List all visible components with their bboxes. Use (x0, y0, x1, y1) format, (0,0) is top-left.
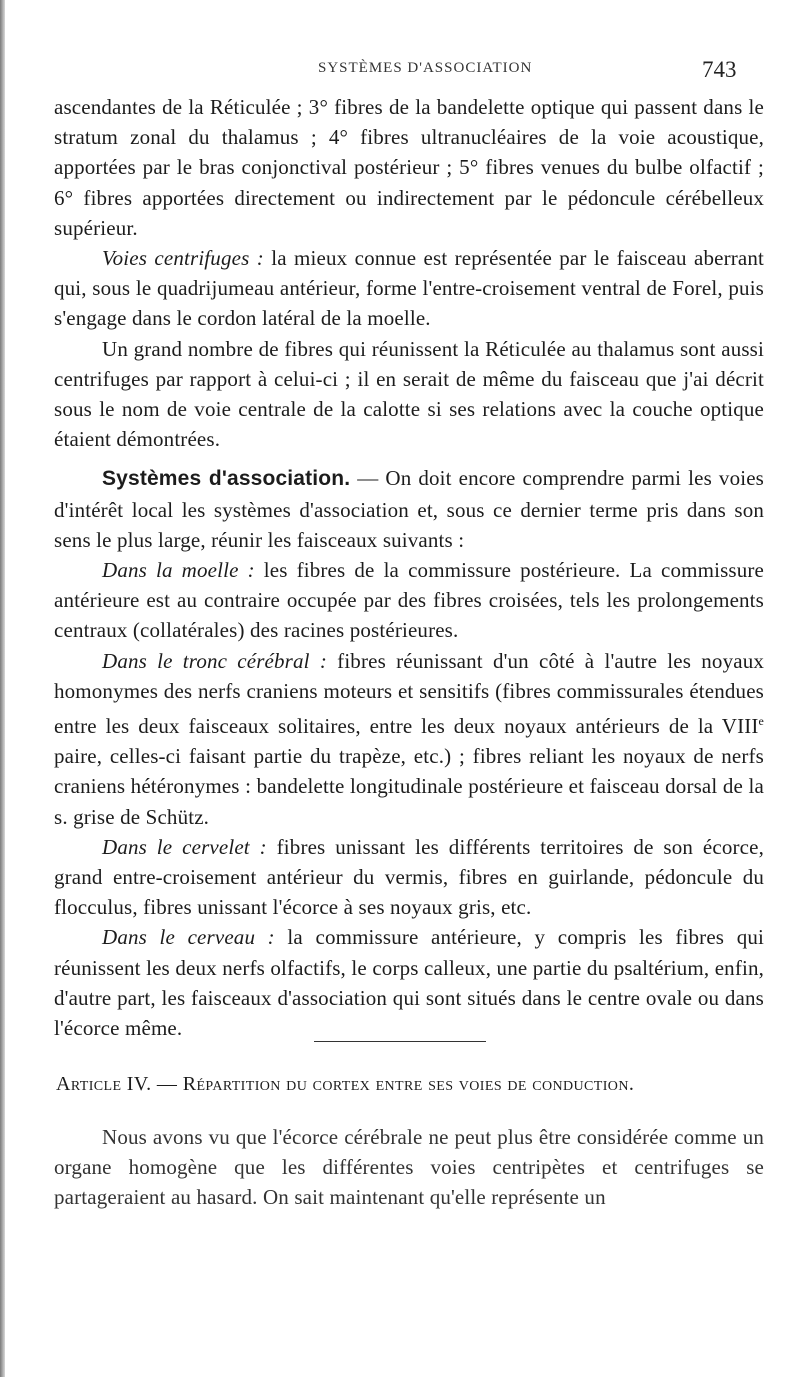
paragraph-text: la commissure antérieure, y compris les fibres qui réunissent les deux nerfs olfactifs, le corps calleux, une partie du psaltérium, enfin, d'autre part, les faisceaux d'association qui sont situés dans le centre ovale ou dans l'écorce même. (54, 925, 764, 1041)
paragraph-cerveau (54, 922, 764, 1043)
paragraph-moelle (54, 555, 764, 646)
superscript: e (758, 714, 764, 729)
paragraph-lead: Dans le cerveau : (102, 925, 275, 950)
paragraph-lead: Dans la moelle : (102, 558, 255, 583)
paragraph-ecorce (54, 1122, 764, 1213)
paragraph-cervelet (54, 832, 764, 923)
paragraph-lead: Voies centrifuges : (102, 246, 264, 271)
paragraph-text: la mieux connue est représentée par le faisceau aberrant qui, sous le quadrijumeau antérieur, forme l'entre-croisement ventral de Forel, puis s'engage dans le cordon latéral de la moelle. (54, 246, 765, 331)
paragraph-text: fibres unissant les différents territoires de son écorce, grand entre-croisement antérieur du vermis, fibres en guirlande, pédoncule du flocculus, fibres unissant l'écorce à ses noyaux gris, etc. (54, 834, 764, 920)
paragraph-continuation (54, 92, 764, 243)
paragraph-lead: Dans le tronc cérébral : (102, 648, 327, 673)
page-edge-shadow (0, 0, 5, 1377)
paragraph-text: — On doit encore comprendre parmi les voies d'intérêt local les systèmes d'association et, sous ce dernier terme pris dans son sens le plus large, réunir les faisceaux suivants : (54, 466, 764, 552)
body-text (54, 92, 764, 1043)
paragraph-lead: Dans le cervelet : (102, 834, 267, 859)
paragraph-tronc-cerebral (54, 646, 764, 832)
page-number: 743 (702, 57, 737, 82)
article-heading (56, 1073, 766, 1096)
running-head (0, 57, 800, 84)
paragraph-voies-centrifuges (54, 243, 764, 334)
running-head-title: SYSTÈMES D'ASSOCIATION (318, 60, 533, 76)
paragraph-text: les fibres de la commissure postérieure. La commissure antérieure est au contraire occupée par des fibres croisées, tels les prolongements centraux (collatérales) des racines postérieures. (54, 558, 764, 643)
article-dash: — (151, 1073, 183, 1095)
paragraph-text: Un grand nombre de fibres qui réunissent la Réticulée au thalamus sont aussi centrifuges par rapport à celui-ci ; il en serait de même du faisceau que j'ai décrit sous le nom de voie centrale de la calotte si ses relations avec la couche optique étaient démontrées. (54, 336, 764, 452)
paragraph-reticulee (54, 334, 764, 455)
body-text-2 (54, 1122, 764, 1213)
paragraph-text: fibres réunissant d'un côté à l'autre les noyaux homonymes des nerfs craniens moteurs et sensitifs (fibres commissurales étendues entre les deux faisceaux solitaires, entre les deux noyaux antérieurs de la VIII (54, 648, 764, 739)
article-label: Article IV. (56, 1073, 152, 1095)
paragraph-text: ascendantes de la Réticulée ; 3° fibres de la bandelette optique qui passent dans le stratum zonal du thalamus ; 4° fibres ultranucléaires de la voie acoustique, apportées par le bras conjonctival postérieur ; 5° fibres venues du bulbe olfactif ; 6° fibres apportées directement ou indirectement par le pédoncule cérébelleux supérieur. (54, 95, 764, 240)
paragraph-systemes-association (54, 463, 764, 555)
section-divider (314, 1041, 486, 1042)
paragraph-text: Nous avons vu que l'écorce cérébrale ne peut plus être considérée comme un organe homogène que les différentes voies centripètes et centrifuges se partageraient au hasard. On sait maintenant qu'elle représente un (54, 1125, 764, 1210)
paragraph-text-cont: paire, celles-ci faisant partie du trapèze, etc.) ; fibres reliant les noyaux de nerfs craniens hétéronymes : bandelette longitudinale postérieure et faisceau dorsal de la s. grise de Schütz. (54, 744, 764, 829)
section-heading: Systèmes d'association. (102, 467, 351, 491)
article-title: Répartition du cortex entre ses voies de conduction. (182, 1073, 635, 1095)
